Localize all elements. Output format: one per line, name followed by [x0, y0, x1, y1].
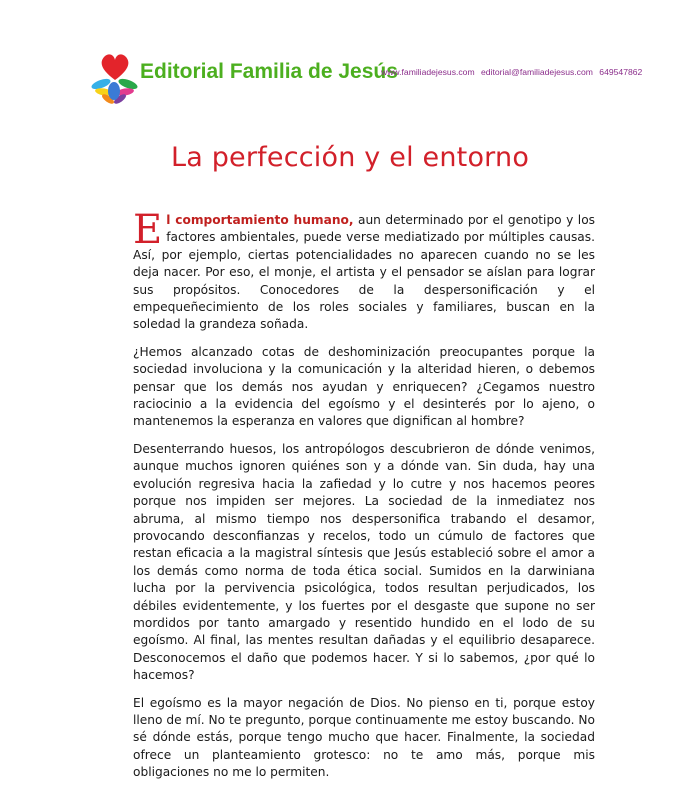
paragraph-2: ¿Hemos alcanzado cotas de deshominización preocupantes porque la sociedad involuciona y la comunicación y la alteridad hieren, o debemos pensar que los demás nos ayudan y enriquecen? ¿Cegamos nuestro raciocinio a la evidencia del egoísmo y el desinterés por lo ajeno, o mantenemos la esperanza en valores que dignifican al hombre? — [133, 344, 595, 429]
lead-phrase: l comportamiento humano, — [166, 213, 354, 227]
paragraph-3: Desenterrando huesos, los antropólogos descubrieron de dónde venimos, aunque muchos ignoren quiénes son y a dónde van. Sin duda, hay una evolución regresiva hacia la zafiedad y lo cutre y nos hacemos peores porque nos impiden ser mejores. La sociedad de la inmediatez nos abruma, al mismo tiempo nos despersonifica trabando el desamor, provocando desconfianzas y recelos, todo un cúmulo de factores que restan eficacia a la magistral síntesis que Jesús estableció sobre el amor a los demás como norma de toda ética social. Sumidos en la darwiniana lucha por la pervivencia psicológica, todos resultan perjudicados, los débiles evidentemente, y los fuertes por el desgaste que supone no ser mordidos por tanto amargado y resentido hundido en el lodo de su egoísmo. Al final, las mentes resultan dañadas y el equilibrio desaparece. Desconocemos el daño que podemos hacer. Y si lo sabemos, ¿por qué lo hacemos? — [133, 441, 595, 683]
paragraph-1-text: aun determinado por el genotipo y los factores ambientales, puede verse mediatizado por múltiples causas. Así, por ejemplo, ciertas potencialidades no aparecen cuando no se les deja nacer. Por eso, el monje, el artista y el pensador se aíslan para lograr sus propósitos. Conocedores de la despersonificación y el empequeñecimiento de los roles sociales y familiares, buscan en la soledad la grandeza soñada. — [133, 213, 595, 332]
article-title: La perfección y el entorno — [170, 142, 530, 173]
phone-number: 649547862 — [599, 67, 643, 77]
page-header — [90, 42, 650, 106]
publisher-brand: Editorial Familia de Jesús — [140, 60, 398, 83]
paragraph-4: El egoísmo es la mayor negación de Dios. No pienso en ti, porque estoy lleno de mí. No te pregunto, porque continuamente me estoy buscando. No sé dónde estás, porque tengo mucho que hacer. Finalmente, la sociedad ofrece un planteamiento grotesco: no te amo más, porque mis obligaciones no me lo permiten. — [133, 695, 595, 780]
heart-hands-logo-icon — [90, 42, 142, 106]
paragraph-1 — [133, 207, 595, 334]
contact-line — [381, 67, 646, 77]
drop-cap: E — [133, 207, 163, 253]
email-link[interactable]: editorial@familiadejesus.com — [481, 67, 593, 77]
article-body — [133, 207, 595, 792]
website-link[interactable]: www.familiadejesus.com — [381, 67, 475, 77]
